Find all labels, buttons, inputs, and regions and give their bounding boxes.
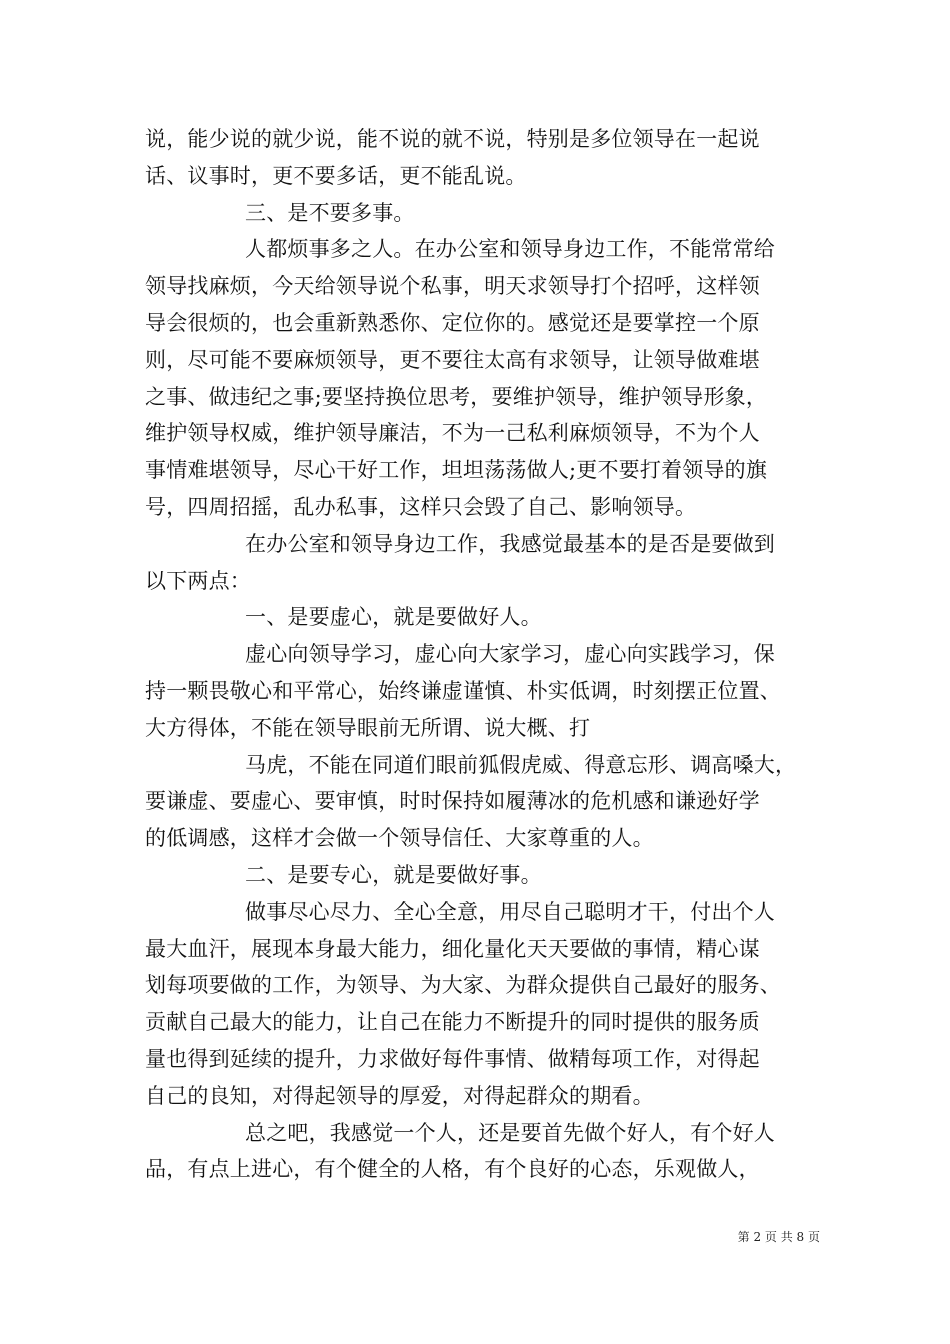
text-line: 品，有点上进心，有个健全的人格，有个良好的心态，乐观做人，	[145, 1157, 760, 1182]
text-line: 事情难堪领导，尽心干好工作，坦坦荡荡做人;更不要打着领导的旗	[145, 458, 768, 483]
text-line: 一、是要虚心，就是要做好人。	[245, 605, 542, 630]
text-line: 人都烦事多之人。在办公室和领导身边工作，不能常常给	[245, 237, 775, 262]
text-line: 持一颗畏敬心和平常心，始终谦虚谨慎、朴实低调，时刻摆正位置、	[145, 678, 781, 703]
text-line: 则，尽可能不要麻烦领导，更不要往太高有求领导，让领导做难堪	[145, 347, 760, 372]
text-line: 领导找麻烦，今天给领导说个私事，明天求领导打个招呼，这样领	[145, 274, 760, 299]
text-line: 以下两点：	[145, 568, 251, 593]
text-line: 二、是要专心，就是要做好事。	[245, 862, 542, 887]
text-line: 最大血汗，展现本身最大能力，细化量化天天要做的事情，精心谋	[145, 936, 760, 961]
text-line: 维护领导权威，维护领导廉洁，不为一己私利麻烦领导，不为个人	[145, 421, 760, 446]
page-number-footer: 第 2 页 共 8 页	[737, 1230, 820, 1244]
text-line: 之事、做违纪之事;要坚持换位思考，要维护领导，维护领导形象，	[145, 384, 768, 409]
text-line: 量也得到延续的提升，力求做好每件事情、做精每项工作，对得起	[145, 1046, 760, 1071]
text-line: 马虎，不能在同道们眼前狐假虎威、得意忘形、调高嗓大，	[245, 752, 797, 777]
text-line: 三、是不要多事。	[245, 200, 415, 225]
text-line: 大方得体，不能在领导眼前无所谓、说大概、打	[145, 715, 591, 740]
text-line: 要谦虚、要虚心、要审慎，时时保持如履薄冰的危机感和谦逊好学	[145, 789, 760, 814]
text-line: 贡献自己最大的能力，让自己在能力不断提升的同时提供的服务质	[145, 1010, 760, 1035]
text-line: 在办公室和领导身边工作，我感觉最基本的是否是要做到	[245, 531, 775, 556]
text-line: 总之吧，我感觉一个人，还是要首先做个好人，有个好人	[245, 1120, 775, 1145]
text-line: 说，能少说的就少说，能不说的就不说，特别是多位领导在一起说	[145, 127, 760, 151]
text-line: 话、议事时，更不要多话，更不能乱说。	[145, 163, 527, 188]
text-line: 号，四周招摇，乱办私事，这样只会毁了自己、影响领导。	[145, 494, 697, 519]
text-line: 的低调感，这样才会做一个领导信任、大家尊重的人。	[145, 826, 654, 851]
text-line: 虚心向领导学习，虚心向大家学习，虚心向实践学习，保	[245, 642, 775, 667]
text-line: 导会很烦的，也会重新熟悉你、定位你的。感觉还是要掌控一个原	[145, 310, 760, 335]
document-body	[145, 121, 815, 1188]
text-line: 做事尽心尽力、全心全意，用尽自己聪明才干，付出个人	[245, 899, 775, 924]
text-line: 自己的良知，对得起领导的厚爱，对得起群众的期看。	[145, 1083, 654, 1108]
text-line: 划每项要做的工作，为领导、为大家、为群众提供自己最好的服务、	[145, 973, 781, 998]
